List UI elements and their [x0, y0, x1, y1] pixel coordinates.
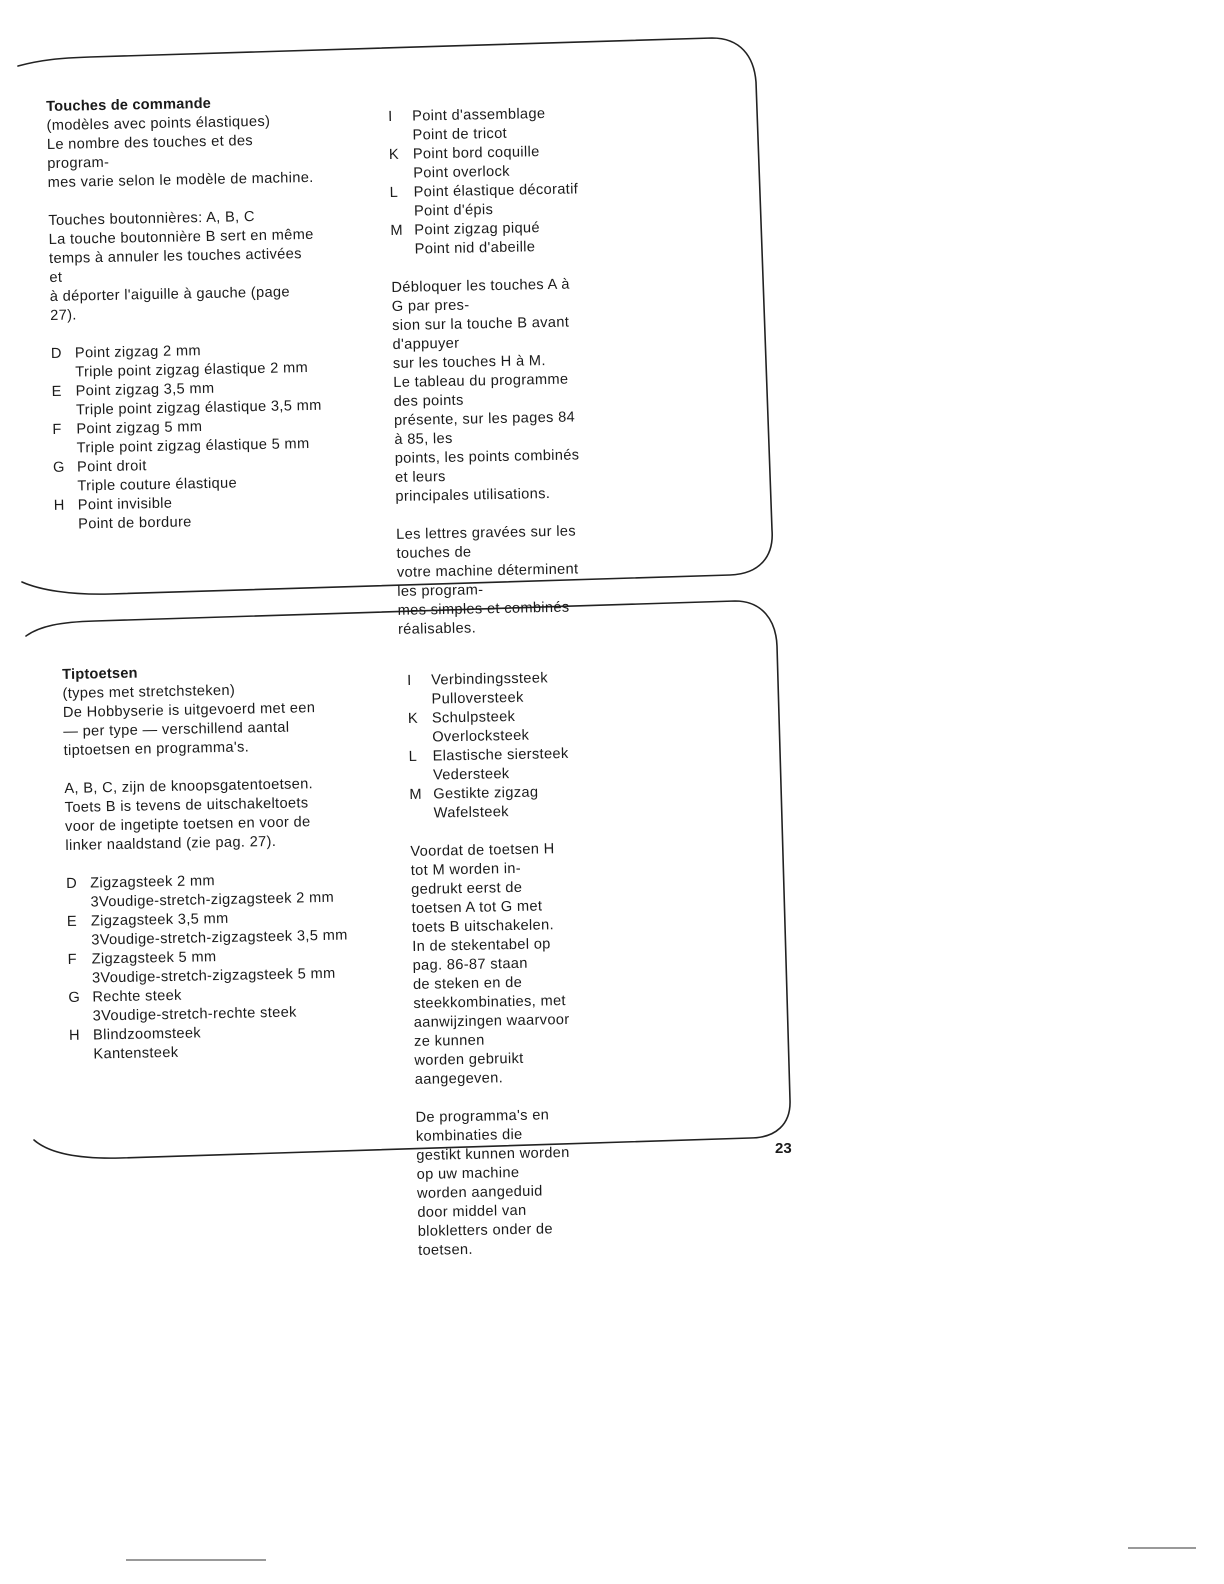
stitch-name: Gestikte zigzag: [433, 784, 539, 803]
text-line: Le tableau du programme des points: [393, 371, 569, 410]
text-line: In de stekentabel op pag. 86-87 staan: [412, 936, 551, 974]
text-line: points, les points combinés et leurs: [394, 447, 580, 486]
stitch-key: E: [66, 913, 78, 930]
stitch-variant: Kantensteek: [93, 1044, 179, 1063]
stitch-key: I: [407, 672, 412, 689]
stitch-item: [408, 745, 568, 767]
stitch-variant: 3Voudige-stretch-rechte steek: [92, 1004, 297, 1025]
stitch-name: Point bord coquille: [412, 144, 540, 163]
stitch-variant: Pulloversteek: [431, 689, 524, 708]
stitch-variant: Vedersteek: [432, 766, 510, 784]
stitch-key: F: [67, 951, 78, 968]
text-line: Le nombre des touches et des program-: [46, 133, 254, 172]
text-line: Débloquer les touches A à G par pres-: [391, 276, 570, 315]
stitch-variant: Point de bordure: [78, 514, 192, 533]
stitch-key: G: [68, 989, 81, 1006]
dutch-left-column: [62, 661, 350, 1065]
dutch-title: Tiptoetsen: [62, 665, 138, 683]
text-line: toets B uitschakelen.: [411, 917, 555, 936]
stitch-name: Zigzagsteek 2 mm: [90, 873, 216, 892]
text-line: mes varie selon le modèle de machine.: [47, 169, 314, 191]
stitch-name: Point zigzag piqué: [414, 220, 541, 239]
stitch-key: L: [389, 184, 399, 201]
text-line: gestikt kunnen worden op uw machine: [416, 1144, 570, 1183]
stitch-name: Point d'assemblage: [412, 105, 546, 125]
text-line: worden gebruikt aangegeven.: [414, 1050, 524, 1088]
stitch-name: Point zigzag 5 mm: [76, 419, 203, 438]
stitch-variant: Triple couture élastique: [77, 475, 238, 495]
text-line: gedrukt eerst de toetsen A tot G met: [411, 879, 543, 917]
stitch-key: K: [407, 710, 419, 727]
stitch-variant: Point d'épis: [413, 202, 494, 220]
stitch-key: E: [51, 383, 62, 400]
text-line: Toets B is tevens de uitschakeltoets: [64, 795, 309, 816]
text-line: mes simples et combinés réalisables.: [397, 599, 570, 638]
stitch-key: I: [388, 108, 393, 125]
stitch-key: L: [408, 748, 418, 765]
dutch-right-column: [407, 669, 578, 1261]
stitch-key: D: [66, 875, 78, 892]
text-line: de steken en de steekkombinaties, met: [412, 974, 567, 1012]
french-right-column: [388, 104, 587, 640]
stitch-key: G: [52, 459, 65, 476]
stitch-key: M: [390, 222, 404, 239]
text-line: présente, sur les pages 84 à 85, les: [393, 409, 576, 448]
text-line: (modèles avec points élastiques): [46, 113, 271, 134]
stitch-variant: Point nid d'abeille: [414, 239, 536, 258]
french-left-column: [46, 93, 324, 535]
text-line: principales utilisations.: [395, 485, 551, 505]
stitch-key: F: [52, 421, 62, 438]
stitch-key: K: [388, 146, 400, 163]
text-line: tiptoetsen en programma's.: [63, 739, 250, 759]
stitch-variant: Triple point zigzag élastique 2 mm: [75, 360, 309, 381]
text-line: blokletters onder de toetsen.: [417, 1221, 554, 1259]
stitch-name: Point droit: [76, 458, 147, 476]
stitch-name: Point invisible: [77, 495, 173, 514]
text-line: à déporter l'aiguille à gauche (page 27).: [49, 284, 291, 324]
stitch-key: H: [68, 1027, 81, 1044]
text-line: aanwijzingen waarvoor ze kunnen: [413, 1011, 570, 1050]
stitch-variant: Point de tricot: [412, 125, 508, 144]
stitch-key: D: [50, 345, 62, 362]
stitch-key: H: [53, 497, 65, 514]
stitch-variant: Overlocksteek: [432, 727, 530, 746]
stitch-name: Point élastique décoratif: [413, 181, 579, 201]
stitch-name: Verbindingssteek: [431, 670, 549, 689]
stitch-name: Zigzagsteek 5 mm: [91, 949, 217, 968]
stitch-name: Rechte steek: [92, 987, 182, 1006]
stitch-name: Schulpsteek: [431, 708, 516, 727]
text-line: linker naaldstand (zie pag. 27).: [65, 833, 277, 854]
text-line: La touche boutonnière B sert en même: [48, 226, 314, 248]
stitch-name: Blindzoomsteek: [92, 1025, 202, 1044]
stitch-name: Elastische siersteek: [432, 745, 569, 765]
stitch-variant: Triple point zigzag élastique 3,5 mm: [75, 397, 322, 419]
text-line: votre machine déterminent les program-: [396, 561, 579, 600]
stitch-key: M: [409, 786, 423, 803]
text-line: temps à annuler les touches activées et: [48, 246, 302, 286]
page-number: 23: [775, 1140, 792, 1157]
stitch-item: [407, 669, 567, 691]
text-line: De programma's en kombinaties die: [415, 1107, 550, 1145]
text-line: — per type — verschillend aantal: [63, 719, 290, 740]
text-line: sion sur la touche B avant d'appuyer: [392, 314, 570, 353]
text-line: sur les touches H à M.: [392, 353, 546, 372]
text-line: De Hobbyserie is uitgevoerd met een: [62, 700, 316, 721]
text-line: worden aangeduid door middel van: [416, 1183, 543, 1221]
french-title: Touches de commande: [46, 95, 212, 115]
text-line: Les lettres gravées sur les touches de: [396, 523, 577, 562]
text-line: Voordat de toetsen H tot M worden in-: [410, 841, 555, 879]
stitch-variant: 3Voudige-stretch-zigzagsteek 3,5 mm: [91, 927, 348, 949]
stitch-name: Point zigzag 3,5 mm: [75, 380, 215, 400]
stitch-name: Point zigzag 2 mm: [74, 343, 202, 362]
stitch-variant: Point overlock: [413, 163, 510, 182]
stitch-name: Zigzagsteek 3,5 mm: [90, 910, 229, 930]
stitch-item: [389, 180, 578, 203]
text-line: voor de ingetipte toetsen en voor de: [64, 814, 311, 835]
text-line: Touches boutonnières: A, B, C: [48, 209, 255, 229]
stitch-variant: Triple point zigzag élastique 5 mm: [76, 436, 310, 457]
text-line: A, B, C, zijn de knoopsgatentoetsen.: [64, 776, 314, 797]
text-line: (types met stretchsteken): [62, 682, 236, 702]
stitch-variant: 3Voudige-stretch-zigzagsteek 5 mm: [91, 965, 336, 987]
stitch-variant: 3Voudige-stretch-zigzagsteek 2 mm: [90, 889, 335, 911]
stitch-variant: Wafelsteek: [433, 804, 510, 822]
